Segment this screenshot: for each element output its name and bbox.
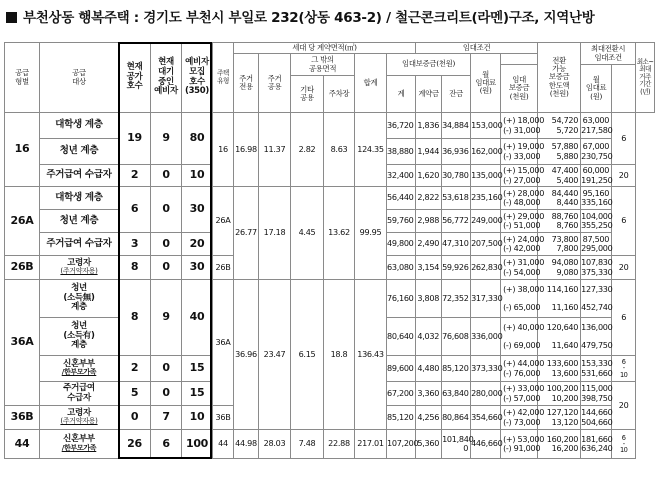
monthly: 235,160 (471, 187, 501, 210)
header-area-group: 세대 당 계약면적(㎡) (234, 43, 416, 54)
convertible-limit: (+) 53,000 (-) 91,000 (501, 430, 538, 459)
max-deposit: 73,800 7,800 (538, 233, 581, 256)
contract: 3,154 (416, 256, 442, 280)
common-area: 17.18 (259, 187, 291, 280)
monthly: 262,830 (471, 256, 501, 280)
supply-type: 26A (5, 187, 40, 256)
monthly: 446,660 (471, 430, 501, 459)
contract: 5,360 (416, 430, 442, 459)
table-row (5, 113, 655, 139)
exclusive-area: 44.98 (234, 430, 259, 459)
deposit: 32,400 (387, 165, 416, 187)
waiting: 0 (151, 382, 182, 406)
contract: 3,808 (416, 280, 442, 318)
period: 20 (612, 256, 636, 280)
period: 20 (612, 165, 636, 187)
target: 청년 (소득無) 계층 (40, 280, 119, 318)
common-area: 23.47 (259, 280, 291, 430)
deposit: 80,640 (387, 318, 416, 356)
contract: 4,256 (416, 406, 442, 430)
supply-type: 36A (5, 280, 40, 406)
parking-area: 18.8 (324, 280, 355, 430)
balance: 72,352 (442, 280, 471, 318)
header-period: 최소~ 최대 거주 기간 (년) (636, 43, 655, 113)
current-units: 6 (119, 187, 151, 233)
square-bullet-icon (6, 12, 17, 23)
max-monthly: 104,000 355,250 (581, 210, 612, 233)
deposit: 85,120 (387, 406, 416, 430)
header-max-group: 최대전환시 임대조건 (581, 43, 636, 65)
target: 신혼부부 /한부모가족 (40, 430, 119, 459)
reserve: 20 (182, 233, 213, 256)
period: 6 (612, 280, 636, 356)
header-lease-group: 임대조건 (416, 43, 538, 54)
page-title (6, 6, 656, 28)
waiting: 0 (151, 356, 182, 382)
contract: 2,822 (416, 187, 442, 210)
balance: 30,780 (442, 165, 471, 187)
monthly: 207,500 (471, 233, 501, 256)
convertible-limit: (+) 33,000 (-) 57,000 (501, 382, 538, 406)
housing-type: 36B (213, 406, 234, 430)
contract: 1,944 (416, 139, 442, 165)
rental-conditions-table (4, 42, 655, 459)
balance: 59,926 (442, 256, 471, 280)
housing-type: 26B (213, 256, 234, 280)
convertible-limit: (+) 24,000 (-) 42,000 (501, 233, 538, 256)
monthly: 373,330 (471, 356, 501, 382)
total-area: 217.01 (355, 430, 387, 459)
convertible-limit: (+) 18,000 (-) 31,000 (501, 113, 538, 139)
max-monthly: 87,500 295,000 (581, 233, 612, 256)
parking-area: 22.88 (324, 430, 355, 459)
housing-type: 16 (213, 113, 234, 187)
max-deposit: 47,400 5,400 (538, 165, 581, 187)
current-units: 2 (119, 356, 151, 382)
target: 청년 계층 (40, 210, 119, 233)
target: 대학생 계층 (40, 187, 119, 210)
reserve: 40 (182, 280, 213, 356)
current-units: 8 (119, 280, 151, 356)
balance: 76,608 (442, 318, 471, 356)
convertible-limit: (+) 19,000 (-) 33,000 (501, 139, 538, 165)
max-monthly: 144,660 504,660 (581, 406, 612, 430)
deposit: 59,760 (387, 210, 416, 233)
header-parking: 주차장 (324, 76, 355, 113)
total-area: 136.43 (355, 280, 387, 430)
monthly: 162,000 (471, 139, 501, 165)
waiting: 7 (151, 406, 182, 430)
supply-type: 16 (5, 113, 40, 187)
max-monthly: 67,000 230,750 (581, 139, 612, 165)
deposit: 67,200 (387, 382, 416, 406)
deposit: 63,080 (387, 256, 416, 280)
table-row (5, 430, 655, 459)
convertible-limit: (+) 40,000 (-) 69,000 (501, 318, 538, 356)
balance: 85,120 (442, 356, 471, 382)
deposit: 56,440 (387, 187, 416, 210)
target: 청년 (소득有) 계층 (40, 318, 119, 356)
max-deposit: 160,200 16,200 (538, 430, 581, 459)
waiting: 6 (151, 430, 182, 459)
target: 신혼부부 /한부모가족 (40, 356, 119, 382)
balance: 63,840 (442, 382, 471, 406)
header-deposit-group: 임대보증금(천원) (387, 54, 471, 76)
period: 6 - 10 (612, 356, 636, 382)
max-deposit: 94,080 9,080 (538, 256, 581, 280)
reserve: 15 (182, 382, 213, 406)
waiting: 0 (151, 187, 182, 233)
reserve: 80 (182, 113, 213, 165)
monthly: 249,000 (471, 210, 501, 233)
header-max-monthly: 월 임대료 (원) (581, 65, 612, 113)
target: 청년 계층 (40, 139, 119, 165)
period: 6 (612, 113, 636, 165)
max-deposit: 54,720 5,720 (538, 113, 581, 139)
reserve: 10 (182, 165, 213, 187)
balance: 53,618 (442, 187, 471, 210)
monthly: 135,000 (471, 165, 501, 187)
reserve: 100 (182, 430, 213, 459)
deposit: 107,200 (387, 430, 416, 459)
total-area: 99.95 (355, 187, 387, 280)
header-other-common: 기타 공용 (291, 76, 324, 113)
table-row (5, 280, 655, 318)
target: 대학생 계층 (40, 113, 119, 139)
parking-area: 13.62 (324, 187, 355, 280)
max-monthly: 127,330 452,740 (581, 280, 612, 318)
max-monthly: 136,000 479,750 (581, 318, 612, 356)
deposit: 89,600 (387, 356, 416, 382)
header-supply-type: 공급 형별 (5, 43, 40, 113)
reserve: 30 (182, 187, 213, 233)
current-units: 26 (119, 430, 151, 459)
title-text: 부천상동 행복주택 : 경기도 부천시 부일로 232(상동 463-2) / 철근콘크리트(라멘)구조, 지역난방 (23, 10, 595, 26)
target: 주거급여 수급자 (40, 165, 119, 187)
monthly: 317,330 (471, 280, 501, 318)
deposit: 49,800 (387, 233, 416, 256)
deposit: 36,720 (387, 113, 416, 139)
contract: 2,988 (416, 210, 442, 233)
balance: 34,884 (442, 113, 471, 139)
monthly: 354,660 (471, 406, 501, 430)
current-units: 19 (119, 113, 151, 165)
max-monthly: 95,160 335,160 (581, 187, 612, 210)
period: 20 (612, 382, 636, 430)
max-monthly: 181,660 636,240 (581, 430, 612, 459)
balance: 56,772 (442, 210, 471, 233)
total-area: 124.35 (355, 113, 387, 187)
supply-type: 26B (5, 256, 40, 280)
parking-area: 8.63 (324, 113, 355, 187)
other-common-area: 6.15 (291, 280, 324, 430)
waiting: 0 (151, 233, 182, 256)
reserve: 15 (182, 356, 213, 382)
common-area: 11.37 (259, 113, 291, 187)
contract: 2,490 (416, 233, 442, 256)
header-target: 공급 대상 (40, 43, 119, 113)
contract: 3,360 (416, 382, 442, 406)
reserve: 10 (182, 406, 213, 430)
contract: 4,480 (416, 356, 442, 382)
header-other-common-group: 그 밖의 공용면적 (291, 54, 355, 76)
balance: 101,840 0 (442, 430, 471, 459)
max-monthly: 115,000 398,750 (581, 382, 612, 406)
contract: 1,836 (416, 113, 442, 139)
monthly: 153,000 (471, 113, 501, 139)
exclusive-area: 36.96 (234, 280, 259, 430)
contract: 1,620 (416, 165, 442, 187)
current-units: 8 (119, 256, 151, 280)
balance: 80,864 (442, 406, 471, 430)
header-deposit-total: 계 (387, 76, 416, 113)
current-units: 0 (119, 406, 151, 430)
monthly: 280,000 (471, 382, 501, 406)
current-units: 5 (119, 382, 151, 406)
convertible-limit: (+) 15,000 (-) 27,000 (501, 165, 538, 187)
max-monthly: 63,000 217,580 (581, 113, 612, 139)
max-monthly: 153,330 531,660 (581, 356, 612, 382)
max-deposit: 127,120 13,120 (538, 406, 581, 430)
other-common-area: 7.48 (291, 430, 324, 459)
exclusive-area: 16.98 (234, 113, 259, 187)
header-waiting: 현재 대기 중인 예비자 (151, 43, 182, 113)
housing-type: 26A (213, 187, 234, 256)
header-exclusive: 주거 전용 (234, 54, 259, 113)
max-deposit: 57,880 5,880 (538, 139, 581, 165)
current-units: 2 (119, 165, 151, 187)
max-monthly: 107,830 375,330 (581, 256, 612, 280)
current-units: 3 (119, 233, 151, 256)
waiting: 9 (151, 280, 182, 356)
housing-type: 44 (213, 430, 234, 459)
convertible-limit: (+) 28,000 (-) 48,000 (501, 187, 538, 210)
supply-type: 36B (5, 406, 40, 430)
deposit: 76,160 (387, 280, 416, 318)
waiting: 0 (151, 165, 182, 187)
header-total: 합계 (355, 54, 387, 113)
convertible-limit: (+) 38,000 (-) 65,000 (501, 280, 538, 318)
header-convert: 전환 가능 보증금 한도액 (천원) (538, 43, 581, 113)
max-deposit: 88,760 8,760 (538, 210, 581, 233)
max-deposit: 114,160 11,160 (538, 280, 581, 318)
header-balance: 잔금 (442, 76, 471, 113)
max-monthly: 60,000 191,250 (581, 165, 613, 185)
table-row (5, 187, 655, 210)
header-max-deposit: 임대 보증금 (천원) (501, 65, 538, 113)
waiting: 9 (151, 113, 182, 165)
target: 주거급여 수급자 (40, 233, 119, 256)
waiting: 0 (151, 256, 182, 280)
exclusive-area: 26.77 (234, 187, 259, 280)
period: 6 (612, 187, 636, 256)
max-deposit: 120,640 11,640 (538, 318, 581, 356)
header-reserve: 예비자 모집 호수 (350) (182, 43, 213, 113)
header-housing-type: 주택 유형 (213, 43, 234, 113)
max-deposit: 133,600 13,600 (538, 356, 581, 382)
max-deposit: 100,200 10,200 (538, 382, 581, 406)
common-area: 28.03 (259, 430, 291, 459)
target: 주거급여 수급자 (40, 382, 119, 406)
target: 고령자 (주거약자용) (40, 256, 119, 280)
header-current-units: 현재 공가 호수 (119, 43, 151, 113)
reserve: 30 (182, 256, 213, 280)
monthly: 336,000 (471, 318, 501, 356)
convertible-limit: (+) 44,000 (-) 76,000 (501, 356, 538, 382)
balance: 36,936 (442, 139, 471, 165)
convertible-limit: (+) 42,000 (-) 73,000 (501, 406, 538, 430)
max-deposit: 84,440 8,440 (538, 187, 581, 210)
period: 6 - 10 (612, 430, 636, 459)
header-contract: 계약금 (416, 76, 442, 113)
convertible-limit: (+) 31,000 (-) 54,000 (501, 256, 538, 280)
other-common-area: 2.82 (291, 113, 324, 187)
supply-type: 44 (5, 430, 40, 459)
other-common-area: 4.45 (291, 187, 324, 280)
balance: 47,310 (442, 233, 471, 256)
header-monthly: 월 임대료 (원) (471, 54, 501, 113)
housing-type: 36A (213, 280, 234, 406)
header-common: 주거 공용 (259, 54, 291, 113)
target: 고령자 (주거약자용) (40, 406, 119, 430)
convertible-limit: (+) 29,000 (-) 51,000 (501, 210, 538, 233)
contract: 4,032 (416, 318, 442, 356)
deposit: 38,880 (387, 139, 416, 165)
